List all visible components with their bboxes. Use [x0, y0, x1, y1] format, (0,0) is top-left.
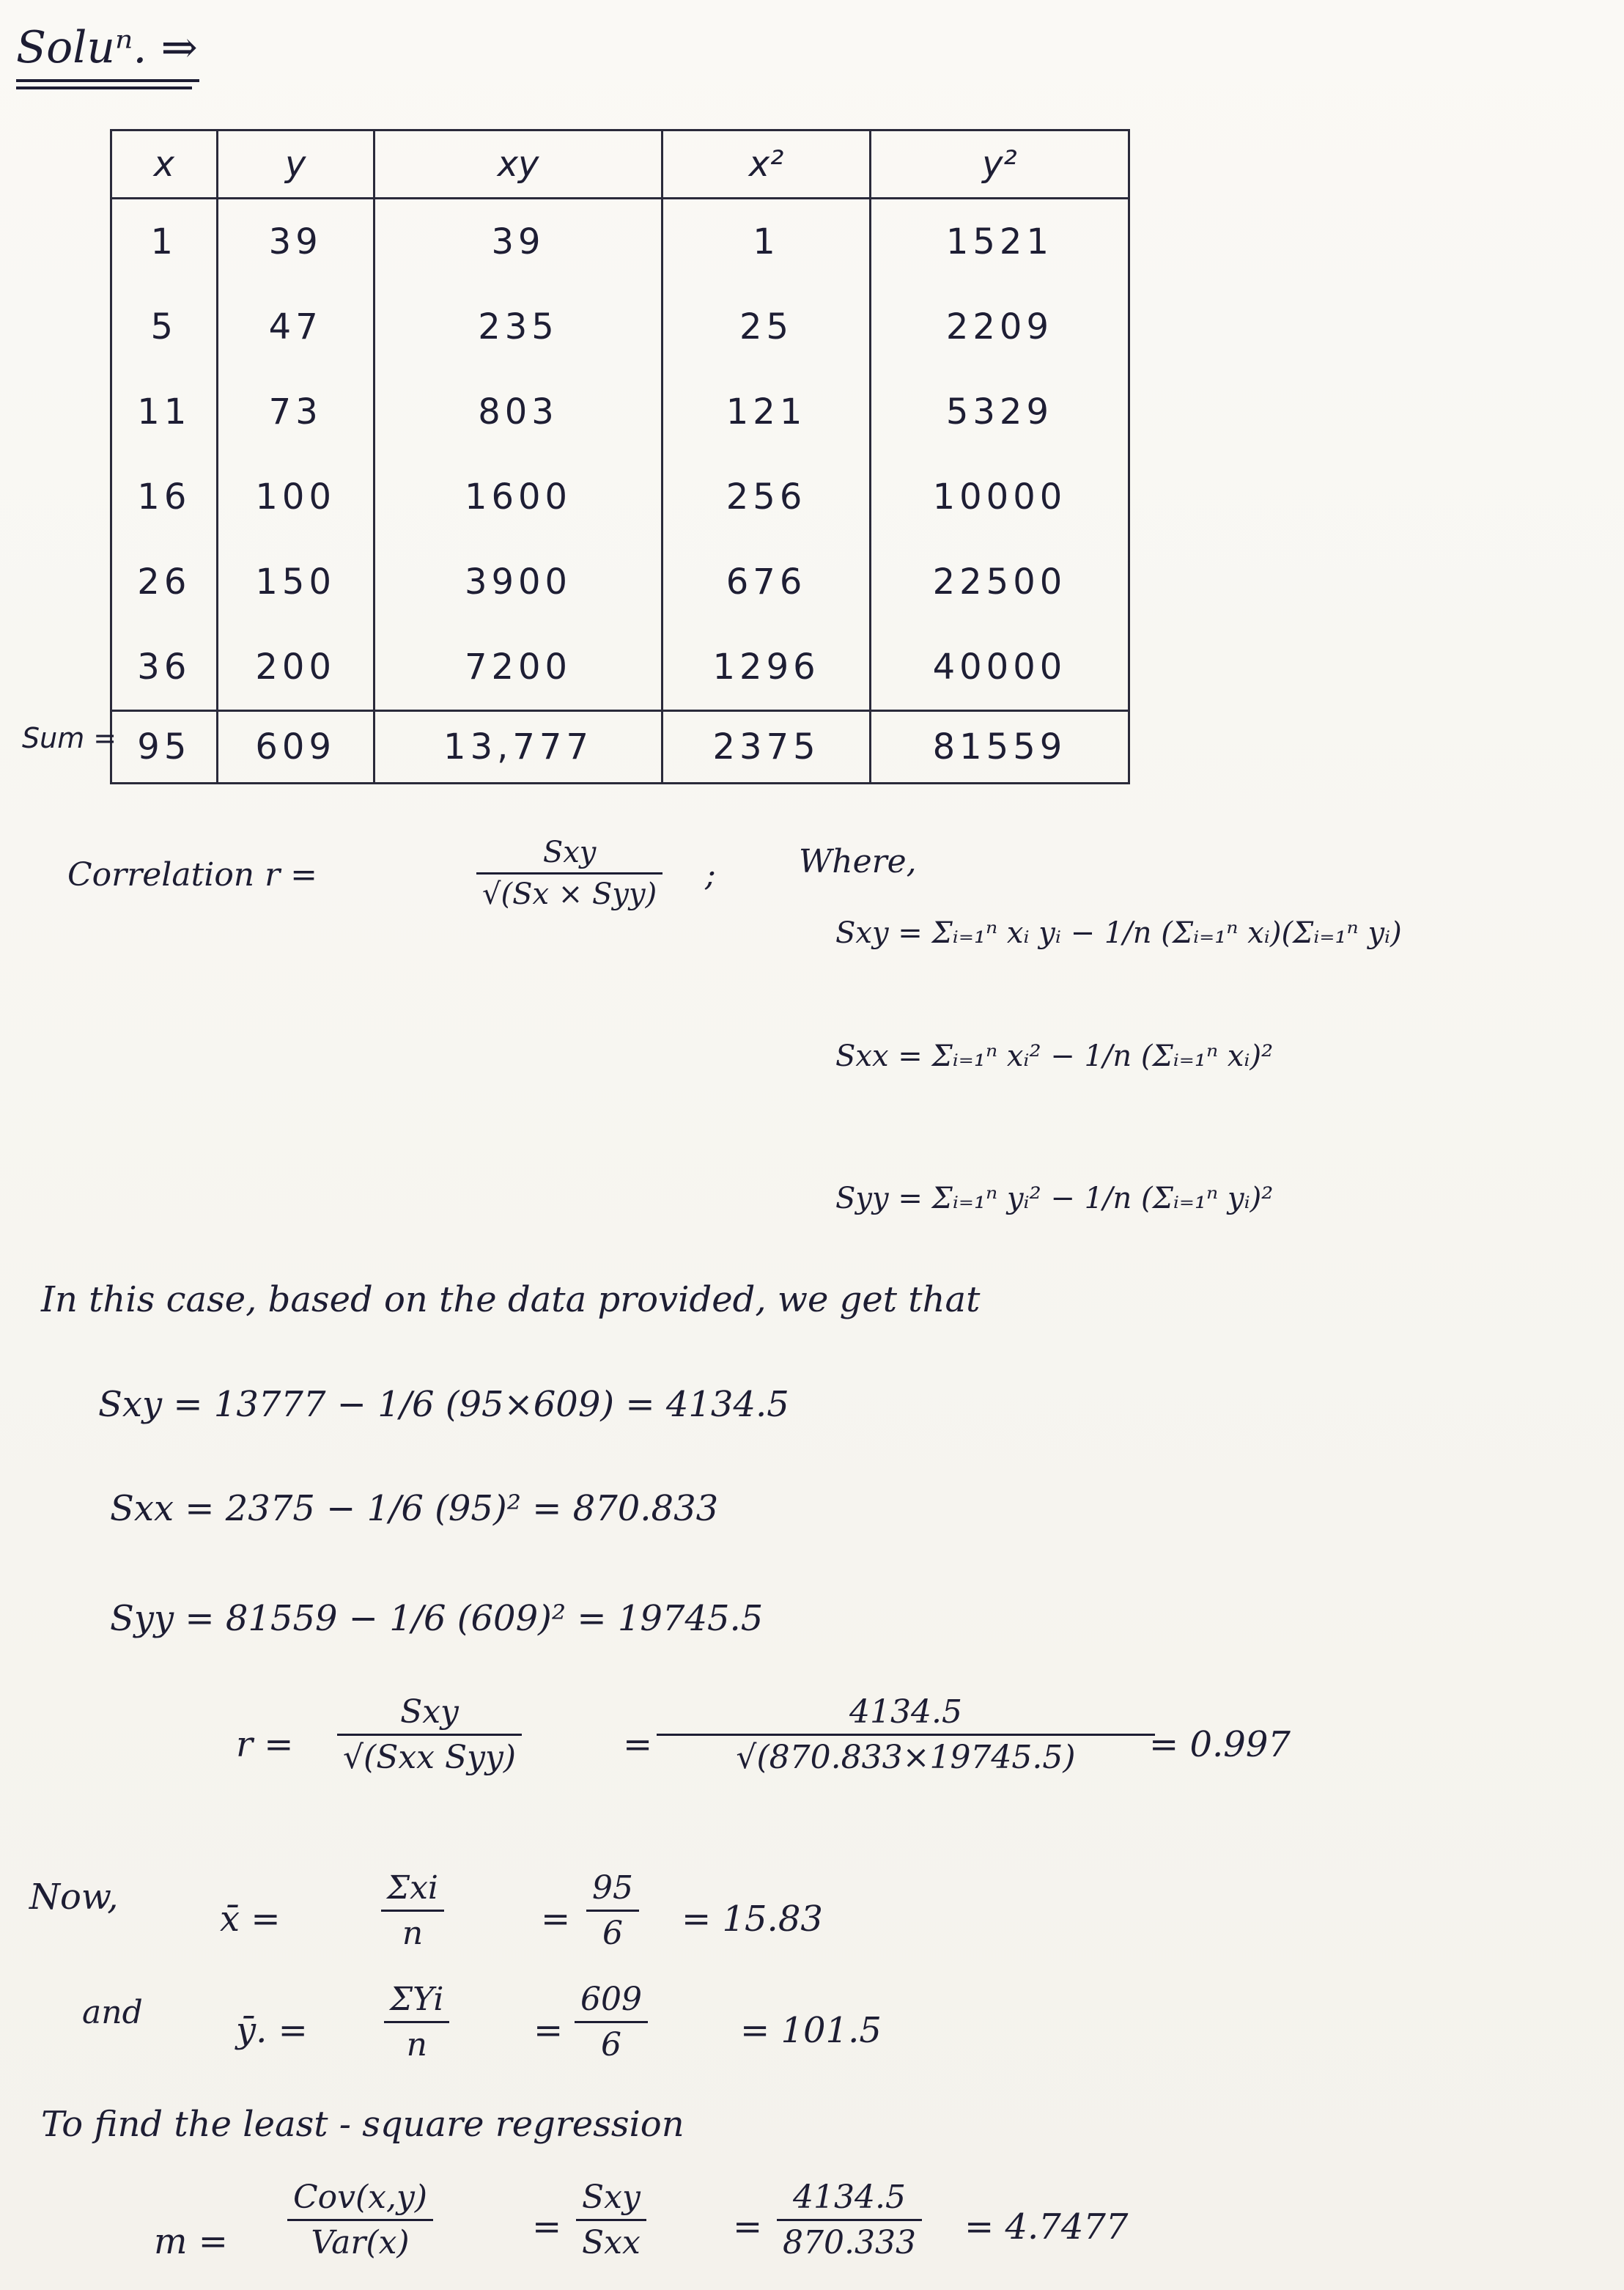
xbar-equals: = [541, 1899, 571, 1940]
table-cell: 47 [217, 284, 374, 369]
table-cell: 16 [111, 454, 218, 540]
r-lhs: r = [236, 1724, 294, 1765]
r-result: = 0.997 [1149, 1724, 1291, 1765]
col-header-xy: xy [374, 130, 662, 199]
table-cell: 256 [662, 454, 871, 540]
fraction-denominator: n [402, 1915, 424, 1952]
slope-fraction-cov-var [287, 2179, 433, 2261]
now-label: Now, [29, 1877, 119, 1918]
slope-equals-second: = [733, 2206, 763, 2247]
table-cell: 39 [217, 199, 374, 285]
sxx-definition: Sxx = Σᵢ₌₁ⁿ xᵢ² − 1/n (Σᵢ₌₁ⁿ xᵢ)² [835, 1039, 1274, 1073]
fraction-numerator: Sxy [400, 1693, 459, 1731]
regression-heading: To find the least - square regression [41, 2104, 684, 2145]
table-cell: 676 [662, 540, 871, 625]
table-cell: 1 [111, 199, 218, 285]
col-header-y: y [217, 130, 374, 199]
sum-cell: 95 [111, 711, 218, 784]
slope-fraction-sxy-sxx [576, 2179, 646, 2261]
fraction-denominator: √(870.833×19745.5) [736, 1739, 1076, 1776]
sum-cell: 2375 [662, 711, 871, 784]
table-cell: 150 [217, 540, 374, 625]
sum-cell: 609 [217, 711, 374, 784]
table-cell: 1296 [662, 625, 871, 711]
fraction-denominator: 870.333 [783, 2224, 916, 2261]
col-header-x-squared: x² [662, 130, 871, 199]
table-cell: 1521 [870, 199, 1129, 285]
table-cell: 235 [374, 284, 662, 369]
col-header-y-squared: y² [870, 130, 1129, 199]
fraction-numerator: Cov(x,y) [293, 2179, 428, 2216]
table-cell: 7200 [374, 625, 662, 711]
table-cell: 39 [374, 199, 662, 285]
table-cell: 1600 [374, 454, 662, 540]
sum-cell: 81559 [870, 711, 1129, 784]
fraction-denominator: n [406, 2026, 427, 2063]
where-label: Where, [799, 843, 917, 880]
sxy-definition: Sxy = Σᵢ₌₁ⁿ xᵢ yᵢ − 1/n (Σᵢ₌₁ⁿ xᵢ)(Σᵢ₌₁ⁿ yᵢ) [835, 916, 1402, 950]
ybar-numeric-fraction [575, 1981, 648, 2063]
ybar-lhs: ȳ. = [236, 2010, 308, 2051]
table-cell: 2209 [870, 284, 1129, 369]
fraction-numerator: ΣYi [390, 1981, 444, 2018]
table-row [111, 284, 1129, 369]
fraction-numerator: 4134.5 [849, 1693, 962, 1731]
slope-result: = 4.7477 [964, 2206, 1129, 2247]
table-cell: 121 [662, 369, 871, 454]
fraction-numerator: Sxy [542, 836, 597, 869]
sxy-calculation: Sxy = 13777 − 1/6 (95×609) = 4134.5 [98, 1384, 789, 1425]
data-table [110, 129, 1130, 784]
table-cell: 200 [217, 625, 374, 711]
fraction-numerator: Sxy [582, 2179, 641, 2216]
syy-definition: Syy = Σᵢ₌₁ⁿ yᵢ² − 1/n (Σᵢ₌₁ⁿ yᵢ)² [835, 1182, 1274, 1215]
table-cell: 10000 [870, 454, 1129, 540]
table-cell: 40000 [870, 625, 1129, 711]
table-cell: 36 [111, 625, 218, 711]
table-cell: 100 [217, 454, 374, 540]
table-cell: 5 [111, 284, 218, 369]
r-equals: = [623, 1724, 653, 1765]
heading-underline-second [16, 86, 192, 89]
sum-cell: 13,777 [374, 711, 662, 784]
fraction-denominator: √(Sx × Syy) [482, 877, 657, 911]
syy-calculation: Syy = 81559 − 1/6 (609)² = 19745.5 [110, 1598, 764, 1639]
fraction-numerator: Σxi [387, 1869, 438, 1907]
table-row [111, 625, 1129, 711]
col-header-x: x [111, 130, 218, 199]
heading-underline [16, 79, 199, 82]
ybar-equals: = [534, 2010, 564, 2051]
correlation-label: Correlation r = [67, 856, 318, 894]
xbar-fraction [381, 1869, 444, 1952]
fraction-denominator: Var(x) [311, 2224, 410, 2261]
table-row [111, 199, 1129, 285]
solution-heading: Soluⁿ. ⇒ [16, 22, 198, 73]
table-row [111, 369, 1129, 454]
xbar-lhs: x̄ = [220, 1899, 281, 1940]
fraction-denominator: 6 [600, 2026, 621, 2063]
table-cell: 803 [374, 369, 662, 454]
table-row [111, 540, 1129, 625]
table-cell: 3900 [374, 540, 662, 625]
table-cell: 73 [217, 369, 374, 454]
fraction-denominator: Sxx [582, 2224, 641, 2261]
xbar-result: = 15.83 [682, 1899, 823, 1940]
fraction-numerator: 4134.5 [792, 2179, 906, 2216]
table-cell: 22500 [870, 540, 1129, 625]
ybar-fraction [384, 1981, 449, 2063]
table-sum-row [111, 711, 1129, 784]
semicolon: ; [705, 856, 716, 894]
correlation-fraction [476, 836, 662, 911]
r-fraction-numeric [657, 1693, 1155, 1776]
sxx-calculation: Sxx = 2375 − 1/6 (95)² = 870.833 [110, 1488, 719, 1529]
table-cell: 25 [662, 284, 871, 369]
r-fraction-symbolic [337, 1693, 522, 1776]
fraction-numerator: 609 [580, 1981, 642, 2018]
table-cell: 1 [662, 199, 871, 285]
fraction-denominator: √(Sxx Syy) [343, 1739, 516, 1776]
fraction-denominator: 6 [602, 1915, 623, 1952]
table-row [111, 454, 1129, 540]
fraction-numerator: 95 [592, 1869, 633, 1907]
slope-fraction-numeric [777, 2179, 922, 2261]
slope-lhs: m = [154, 2221, 228, 2262]
table-header-row [111, 130, 1129, 199]
xbar-numeric-fraction [586, 1869, 639, 1952]
table-cell: 26 [111, 540, 218, 625]
and-label: and [82, 1994, 143, 2031]
case-statement: In this case, based on the data provided, we get that [41, 1279, 981, 1320]
sum-label: Sum = [22, 722, 117, 754]
table-cell: 5329 [870, 369, 1129, 454]
ybar-result: = 101.5 [740, 2010, 882, 2051]
table-cell: 11 [111, 369, 218, 454]
slope-equals-first: = [532, 2206, 562, 2247]
